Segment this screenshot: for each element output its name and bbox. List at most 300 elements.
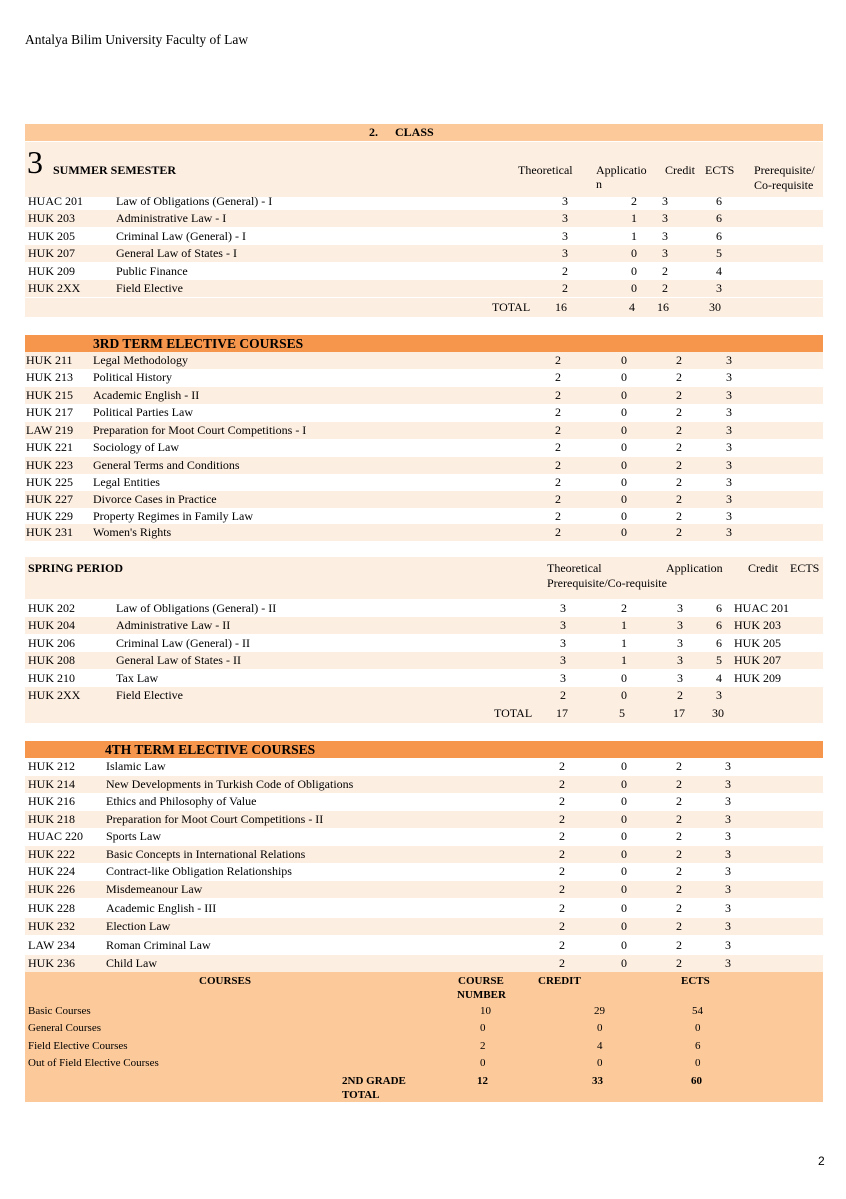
credit-value: 3 xyxy=(677,601,683,615)
course-name: Field Elective xyxy=(116,281,183,295)
theoretical-value: 3 xyxy=(560,671,566,685)
theoretical-value: 2 xyxy=(562,281,568,295)
summary-col-number: COURSE xyxy=(458,975,504,987)
ects-value: 3 xyxy=(725,777,731,791)
application-value: 1 xyxy=(621,653,627,667)
course-code: HUAC 220 xyxy=(28,829,84,843)
course-name: Sociology of Law xyxy=(93,440,179,454)
course-code: HUK 226 xyxy=(28,882,75,896)
course-row xyxy=(25,881,823,898)
ects-value: 3 xyxy=(725,882,731,896)
ects-value: 5 xyxy=(716,246,722,260)
course-name: Preparation for Moot Court Competitions - II xyxy=(106,812,324,826)
application-value: 0 xyxy=(621,938,627,952)
theoretical-value: 2 xyxy=(555,458,561,472)
total-credit: 17 xyxy=(673,706,685,720)
course-code: HUK 215 xyxy=(26,388,73,402)
summary-row-ects: 6 xyxy=(695,1040,701,1052)
col-credit: Credit xyxy=(665,163,695,177)
theoretical-value: 2 xyxy=(559,812,565,826)
course-code: HUK 214 xyxy=(28,777,75,791)
course-row xyxy=(25,352,823,369)
course-row xyxy=(25,652,823,669)
application-value: 0 xyxy=(621,671,627,685)
ects-value: 4 xyxy=(716,671,722,685)
summary-row-ects: 54 xyxy=(692,1005,703,1017)
course-code: HUK 216 xyxy=(28,794,75,808)
course-name: General Law of States - I xyxy=(116,246,237,260)
application-value: 0 xyxy=(631,281,637,295)
course-name: Academic English - II xyxy=(93,388,200,402)
ects-value: 3 xyxy=(725,938,731,952)
course-code: HUK 225 xyxy=(26,475,73,489)
col-ects: ECTS xyxy=(705,163,735,177)
summary-row-label: Field Elective Courses xyxy=(28,1040,128,1052)
prereq-value: HUK 209 xyxy=(734,671,781,685)
col-application: Applicatio xyxy=(596,163,647,177)
course-code: HUK 218 xyxy=(28,812,75,826)
theoretical-value: 3 xyxy=(560,653,566,667)
application-value: 0 xyxy=(621,370,627,384)
summary-row-label: Basic Courses xyxy=(28,1005,91,1017)
credit-value: 3 xyxy=(677,618,683,632)
prereq-value: HUK 203 xyxy=(734,618,781,632)
summary-row-number: 0 xyxy=(480,1022,486,1034)
ects-value: 6 xyxy=(716,194,722,208)
theoretical-value: 2 xyxy=(555,370,561,384)
course-name: Child Law xyxy=(106,956,157,970)
application-value: 1 xyxy=(631,229,637,243)
summary-row-credit: 4 xyxy=(597,1040,603,1052)
credit-value: 2 xyxy=(676,901,682,915)
summary-row-ects: 0 xyxy=(695,1022,701,1034)
application-value: 2 xyxy=(621,601,627,615)
application-value: 0 xyxy=(621,901,627,915)
credit-value: 2 xyxy=(676,440,682,454)
course-code: HUK 224 xyxy=(28,864,75,878)
credit-value: 2 xyxy=(676,777,682,791)
application-value: 1 xyxy=(631,211,637,225)
credit-value: 2 xyxy=(676,405,682,419)
spring-col-theoretical: Theoretical xyxy=(547,561,602,575)
course-name: Election Law xyxy=(106,919,171,933)
course-row xyxy=(25,263,823,280)
course-name: Law of Obligations (General) - I xyxy=(116,194,273,208)
page-number: 2 xyxy=(818,1154,825,1168)
spring-col-application: Application xyxy=(666,561,723,575)
course-row xyxy=(25,369,823,386)
ects-value: 6 xyxy=(716,618,722,632)
ects-value: 3 xyxy=(726,492,732,506)
ects-value: 3 xyxy=(716,688,722,702)
course-name: Legal Methodology xyxy=(93,353,188,367)
summary-total-number: 12 xyxy=(477,1075,488,1087)
course-code: HUK 213 xyxy=(26,370,73,384)
course-row xyxy=(25,758,823,775)
ects-value: 6 xyxy=(716,601,722,615)
theoretical-value: 3 xyxy=(562,211,568,225)
course-row xyxy=(25,863,823,880)
theoretical-value: 2 xyxy=(559,759,565,773)
course-name: Divorce Cases in Practice xyxy=(93,492,217,506)
ects-value: 6 xyxy=(716,636,722,650)
course-name: Criminal Law (General) - II xyxy=(116,636,250,650)
summary-row-label: General Courses xyxy=(28,1022,102,1034)
credit-value: 3 xyxy=(677,653,683,667)
col-prereq-wrap: Co-requisite xyxy=(754,178,814,192)
course-row xyxy=(25,846,823,863)
theoretical-value: 3 xyxy=(560,601,566,615)
course-row xyxy=(25,776,823,793)
summary-row-credit: 0 xyxy=(597,1022,603,1034)
ects-value: 3 xyxy=(725,956,731,970)
class-label: CLASS xyxy=(395,125,434,139)
ects-value: 3 xyxy=(726,475,732,489)
course-name: Contract-like Obligation Relationships xyxy=(106,864,292,878)
course-name: Islamic Law xyxy=(106,759,166,773)
credit-value: 3 xyxy=(662,229,668,243)
credit-value: 2 xyxy=(676,882,682,896)
course-name: Sports Law xyxy=(106,829,161,843)
course-code: HUK 205 xyxy=(28,229,75,243)
ects-value: 3 xyxy=(716,281,722,295)
course-row xyxy=(25,900,823,917)
theoretical-value: 2 xyxy=(555,525,561,539)
credit-value: 3 xyxy=(662,211,668,225)
application-value: 1 xyxy=(621,636,627,650)
theoretical-value: 2 xyxy=(559,938,565,952)
course-code: HUK 202 xyxy=(28,601,75,615)
course-name: Basic Concepts in International Relations xyxy=(106,847,306,861)
application-value: 0 xyxy=(621,759,627,773)
ects-value: 3 xyxy=(726,440,732,454)
course-code: HUK 209 xyxy=(28,264,75,278)
course-row xyxy=(25,670,823,687)
application-value: 0 xyxy=(621,864,627,878)
application-value: 0 xyxy=(621,525,627,539)
application-value: 2 xyxy=(631,194,637,208)
total-application: 4 xyxy=(629,300,635,314)
course-name: Preparation for Moot Court Competitions - I xyxy=(93,423,307,437)
credit-value: 3 xyxy=(662,194,668,208)
total-theoretical: 17 xyxy=(556,706,568,720)
course-row xyxy=(25,474,823,491)
prereq-value: HUK 205 xyxy=(734,636,781,650)
credit-value: 2 xyxy=(676,829,682,843)
ects-value: 3 xyxy=(726,370,732,384)
theoretical-value: 3 xyxy=(562,246,568,260)
course-code: HUK 2XX xyxy=(28,688,81,702)
course-name: Political History xyxy=(93,370,172,384)
summary-col-credit: CREDIT xyxy=(538,975,581,987)
course-code: LAW 234 xyxy=(28,938,76,952)
course-code: HUK 217 xyxy=(26,405,73,419)
spring-total-row xyxy=(25,704,823,723)
course-row xyxy=(25,937,823,954)
total-label: TOTAL xyxy=(492,300,531,314)
total-ects: 30 xyxy=(709,300,721,314)
summary-table xyxy=(25,972,823,1102)
application-value: 0 xyxy=(621,847,627,861)
ects-value: 3 xyxy=(726,405,732,419)
course-code: HUK 231 xyxy=(26,525,73,539)
course-code: HUK 227 xyxy=(26,492,73,506)
course-code: HUK 228 xyxy=(28,901,75,915)
course-code: HUK 204 xyxy=(28,618,75,632)
credit-value: 2 xyxy=(676,475,682,489)
course-name: Criminal Law (General) - I xyxy=(116,229,246,243)
theoretical-value: 2 xyxy=(555,388,561,402)
course-code: HUK 210 xyxy=(28,671,75,685)
summary-total-ects: 60 xyxy=(691,1075,702,1087)
spring-col-credit: Credit xyxy=(748,561,778,575)
spring-title: SPRING PERIOD xyxy=(28,561,124,575)
theoretical-value: 2 xyxy=(559,864,565,878)
summary-row-number: 0 xyxy=(480,1057,486,1069)
course-row xyxy=(25,828,823,845)
summary-col-number-wrap: NUMBER xyxy=(457,989,506,1001)
summary-row-credit: 0 xyxy=(597,1057,603,1069)
summary-row-ects: 0 xyxy=(695,1057,701,1069)
course-name: Administrative Law - I xyxy=(116,211,227,225)
ects-value: 3 xyxy=(726,458,732,472)
course-name: Political Parties Law xyxy=(93,405,193,419)
course-name: General Law of States - II xyxy=(116,653,241,667)
course-row xyxy=(25,228,823,245)
course-name: Ethics and Philosophy of Value xyxy=(106,794,257,808)
summary-total-label: 2ND GRADE xyxy=(342,1075,406,1087)
theoretical-value: 2 xyxy=(559,829,565,843)
col-theoretical: Theoretical xyxy=(518,163,573,177)
summary-row-credit: 29 xyxy=(594,1005,605,1017)
course-name: Field Elective xyxy=(116,688,183,702)
course-row xyxy=(25,280,823,297)
course-name: General Terms and Conditions xyxy=(93,458,240,472)
course-name: Property Regimes in Family Law xyxy=(93,509,253,523)
theoretical-value: 2 xyxy=(555,475,561,489)
application-value: 0 xyxy=(631,264,637,278)
course-name: Roman Criminal Law xyxy=(106,938,211,952)
credit-value: 2 xyxy=(676,353,682,367)
course-row xyxy=(25,524,823,541)
course-name: Tax Law xyxy=(116,671,159,685)
course-name: Legal Entities xyxy=(93,475,160,489)
application-value: 0 xyxy=(621,956,627,970)
summary-row-number: 10 xyxy=(480,1005,491,1017)
course-code: HUK 236 xyxy=(28,956,75,970)
application-value: 0 xyxy=(621,794,627,808)
course-row xyxy=(25,793,823,810)
total-application: 5 xyxy=(619,706,625,720)
summary-col-courses: COURSES xyxy=(199,975,251,987)
summary-total-label-wrap: TOTAL xyxy=(342,1089,380,1101)
course-row xyxy=(25,404,823,421)
ects-value: 3 xyxy=(725,919,731,933)
theoretical-value: 2 xyxy=(555,492,561,506)
theoretical-value: 2 xyxy=(560,688,566,702)
ects-value: 5 xyxy=(716,653,722,667)
course-row xyxy=(25,491,823,508)
theoretical-value: 2 xyxy=(562,264,568,278)
course-name: Academic English - III xyxy=(106,901,217,915)
total-label: TOTAL xyxy=(494,706,533,720)
application-value: 0 xyxy=(621,509,627,523)
theoretical-value: 2 xyxy=(555,440,561,454)
course-row xyxy=(25,955,823,972)
term3-header xyxy=(25,142,823,197)
theoretical-value: 2 xyxy=(559,956,565,970)
credit-value: 2 xyxy=(676,525,682,539)
course-row xyxy=(25,193,823,210)
course-code: HUK 222 xyxy=(28,847,75,861)
ects-value: 3 xyxy=(726,388,732,402)
credit-value: 2 xyxy=(676,458,682,472)
spring-col-ects: ECTS xyxy=(790,561,820,575)
ects-value: 4 xyxy=(716,264,722,278)
col-application-wrap: n xyxy=(596,177,602,191)
elective4-bar xyxy=(25,741,823,758)
prereq-value: HUAC 201 xyxy=(734,601,790,615)
application-value: 0 xyxy=(621,829,627,843)
credit-value: 2 xyxy=(676,956,682,970)
course-row xyxy=(25,918,823,935)
credit-value: 2 xyxy=(676,370,682,384)
ects-value: 3 xyxy=(726,525,732,539)
credit-value: 2 xyxy=(676,509,682,523)
application-value: 0 xyxy=(621,475,627,489)
theoretical-value: 2 xyxy=(559,882,565,896)
application-value: 0 xyxy=(621,812,627,826)
credit-value: 3 xyxy=(677,636,683,650)
credit-value: 2 xyxy=(677,688,683,702)
application-value: 0 xyxy=(631,246,637,260)
ects-value: 3 xyxy=(726,509,732,523)
theoretical-value: 3 xyxy=(562,229,568,243)
application-value: 0 xyxy=(621,388,627,402)
credit-value: 2 xyxy=(676,812,682,826)
application-value: 0 xyxy=(621,919,627,933)
ects-value: 3 xyxy=(725,864,731,878)
spring-col-prereq: Prerequisite/Co-requisite xyxy=(547,576,667,590)
credit-value: 2 xyxy=(676,492,682,506)
course-row xyxy=(25,387,823,404)
total-credit: 16 xyxy=(657,300,669,314)
credit-value: 2 xyxy=(676,847,682,861)
course-row xyxy=(25,635,823,652)
credit-value: 2 xyxy=(676,938,682,952)
col-prereq: Prerequisite/ xyxy=(754,163,815,177)
course-name: Women's Rights xyxy=(93,525,172,539)
credit-value: 2 xyxy=(676,864,682,878)
theoretical-value: 2 xyxy=(555,423,561,437)
application-value: 0 xyxy=(621,353,627,367)
ects-value: 3 xyxy=(725,901,731,915)
application-value: 0 xyxy=(621,458,627,472)
summary-total-credit: 33 xyxy=(592,1075,603,1087)
course-code: HUK 221 xyxy=(26,440,73,454)
ects-value: 3 xyxy=(725,829,731,843)
credit-value: 3 xyxy=(677,671,683,685)
course-row xyxy=(25,508,823,525)
application-value: 0 xyxy=(621,440,627,454)
credit-value: 2 xyxy=(676,794,682,808)
total-theoretical: 16 xyxy=(555,300,567,314)
term3-total-row xyxy=(25,298,823,317)
elective3-bar xyxy=(25,335,823,352)
credit-value: 2 xyxy=(676,919,682,933)
ects-value: 3 xyxy=(725,759,731,773)
ects-value: 6 xyxy=(716,229,722,243)
elective4-title: 4TH TERM ELECTIVE COURSES xyxy=(105,742,316,757)
course-code: HUK 208 xyxy=(28,653,75,667)
application-value: 0 xyxy=(621,423,627,437)
theoretical-value: 3 xyxy=(562,194,568,208)
course-name: Administrative Law - II xyxy=(116,618,231,632)
course-row xyxy=(25,687,823,704)
theoretical-value: 2 xyxy=(559,794,565,808)
course-row xyxy=(25,422,823,439)
summary-row-number: 2 xyxy=(480,1040,486,1052)
course-code: HUK 2XX xyxy=(28,281,81,295)
theoretical-value: 2 xyxy=(559,777,565,791)
ects-value: 3 xyxy=(725,812,731,826)
theoretical-value: 2 xyxy=(559,847,565,861)
ects-value: 3 xyxy=(726,353,732,367)
course-row xyxy=(25,210,823,227)
course-code: HUK 223 xyxy=(26,458,73,472)
credit-value: 2 xyxy=(662,281,668,295)
application-value: 1 xyxy=(621,618,627,632)
credit-value: 2 xyxy=(676,423,682,437)
credit-value: 2 xyxy=(676,759,682,773)
theoretical-value: 3 xyxy=(560,618,566,632)
course-code: HUAC 201 xyxy=(28,194,84,208)
ects-value: 3 xyxy=(725,794,731,808)
theoretical-value: 2 xyxy=(555,405,561,419)
spring-header xyxy=(25,557,823,599)
course-name: Law of Obligations (General) - II xyxy=(116,601,277,615)
course-name: Public Finance xyxy=(116,264,188,278)
term-big-number: 3 xyxy=(27,144,43,180)
ects-value: 3 xyxy=(726,423,732,437)
total-ects: 30 xyxy=(712,706,724,720)
theoretical-value: 2 xyxy=(555,353,561,367)
application-value: 0 xyxy=(621,777,627,791)
course-code: HUK 206 xyxy=(28,636,75,650)
course-row xyxy=(25,811,823,828)
application-value: 0 xyxy=(621,492,627,506)
term3-title: SUMMER SEMESTER xyxy=(53,163,177,177)
course-code: HUK 207 xyxy=(28,246,75,260)
credit-value: 2 xyxy=(662,264,668,278)
class-number: 2. xyxy=(369,125,378,139)
prereq-value: HUK 207 xyxy=(734,653,781,667)
course-row xyxy=(25,457,823,474)
theoretical-value: 2 xyxy=(559,919,565,933)
ects-value: 3 xyxy=(725,847,731,861)
course-row xyxy=(25,245,823,262)
course-code: HUK 229 xyxy=(26,509,73,523)
course-code: HUK 211 xyxy=(26,353,73,367)
application-value: 0 xyxy=(621,688,627,702)
theoretical-value: 2 xyxy=(555,509,561,523)
course-row xyxy=(25,439,823,456)
elective3-title: 3RD TERM ELECTIVE COURSES xyxy=(93,336,304,351)
course-name: New Developments in Turkish Code of Obligations xyxy=(106,777,354,791)
course-row xyxy=(25,617,823,634)
course-code: HUK 232 xyxy=(28,919,75,933)
theoretical-value: 2 xyxy=(559,901,565,915)
